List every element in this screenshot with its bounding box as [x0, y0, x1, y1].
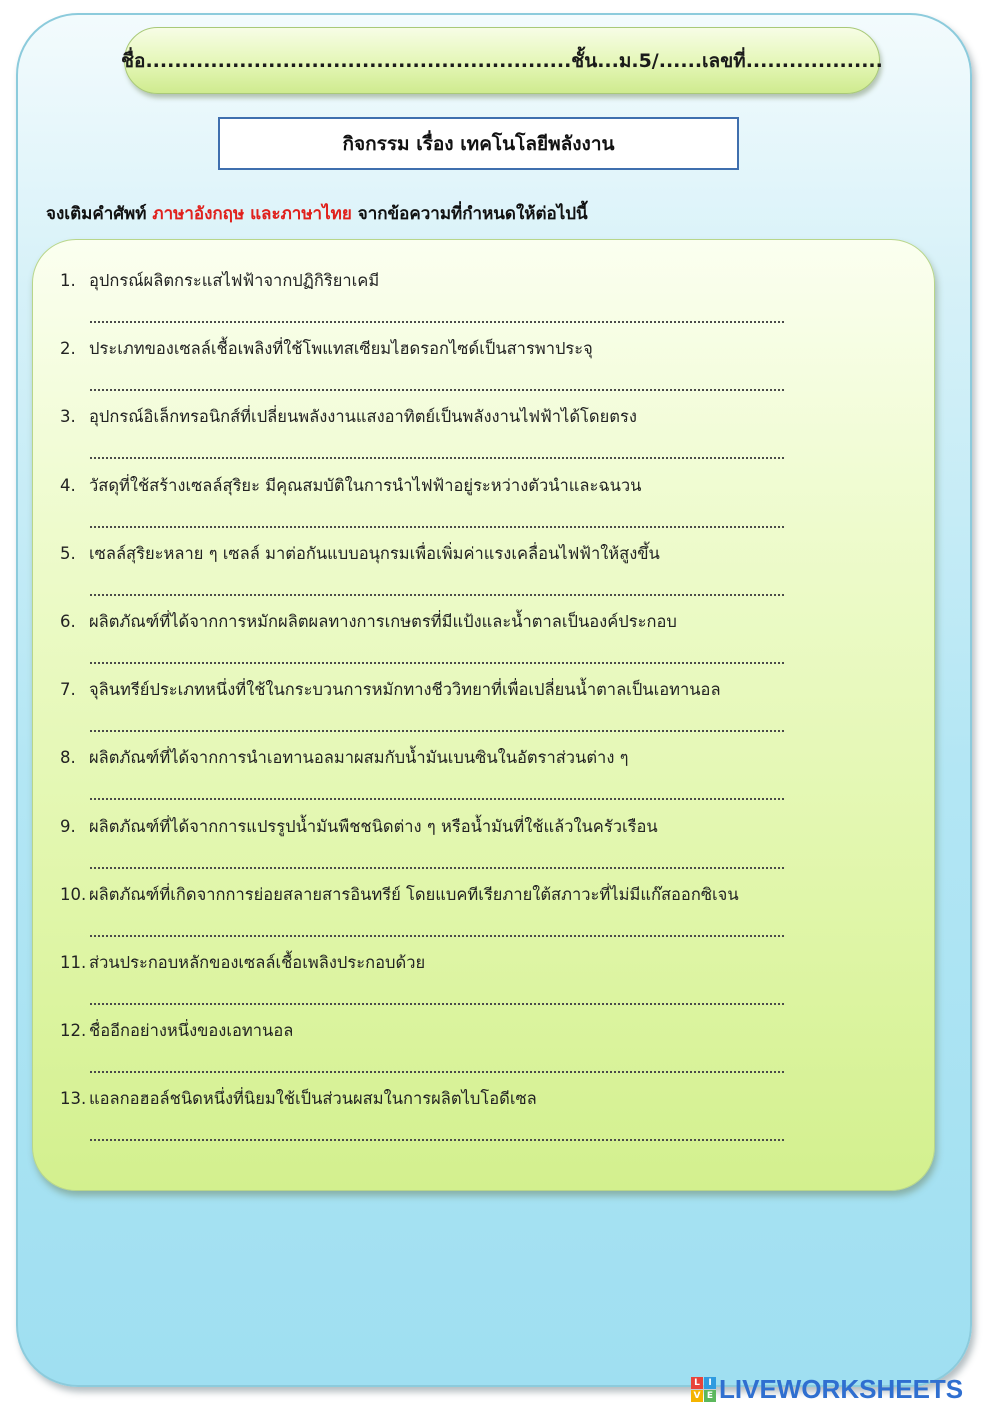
question-item	[60, 541, 660, 567]
logo-tile: V	[691, 1390, 703, 1402]
activity-title: กิจกรรม เรื่อง เทคโนโลยีพลังงาน	[342, 132, 615, 155]
question-text: วัสดุที่ใช้สร้างเซลล์สุริยะ มีคุณสมบัติในการนำไฟฟ้าอยู่ระหว่างตัวนำและฉนวน	[89, 475, 642, 495]
activity-title-box	[218, 117, 739, 170]
question-item	[60, 473, 641, 499]
brand-name: LIVEWORKSHEETS	[719, 1373, 964, 1404]
answer-line[interactable]	[90, 1071, 784, 1073]
question-text: แอลกอฮอล์ชนิดหนึ่งที่นิยมใช้เป็นส่วนผสมในการผลิตไบโอดีเซล	[89, 1089, 537, 1109]
answer-line[interactable]	[90, 1003, 784, 1005]
question-number: 7.	[60, 680, 76, 700]
logo-tile: L	[691, 1377, 703, 1389]
question-item	[60, 336, 593, 362]
answer-line[interactable]	[90, 662, 784, 664]
question-text: ผลิตภัณฑ์ที่ได้จากการแปรรูปน้ำมันพืชชนิดต่าง ๆ หรือน้ำมันที่ใช้แล้วในครัวเรือน	[89, 816, 658, 836]
instruction-part-1: จงเติมคำศัพท์	[46, 204, 153, 224]
question-text: จุลินทรีย์ประเภทหนึ่งที่ใช้ในกระบวนการหมักทางชีววิทยาที่เพื่อเปลี่ยนน้ำตาลเป็นเอทานอล	[89, 680, 721, 700]
question-item	[60, 950, 425, 976]
question-number: 3.	[60, 407, 76, 427]
answer-line[interactable]	[90, 321, 784, 323]
question-item	[60, 677, 721, 703]
question-number: 11.	[60, 953, 87, 972]
question-item	[60, 268, 379, 294]
questions-panel	[32, 239, 935, 1191]
question-item	[60, 882, 739, 908]
liveworksheets-logo-icon	[691, 1377, 716, 1402]
question-item	[60, 609, 677, 635]
question-number: 8.	[60, 748, 76, 768]
question-item	[60, 1086, 537, 1112]
student-info-line: ชื่อ...........................................................ชั้น...ม.5/......เลขที่...................	[121, 49, 883, 72]
answer-line[interactable]	[90, 594, 784, 596]
logo-tile: I	[704, 1377, 716, 1389]
question-number: 12.	[60, 1021, 87, 1041]
answer-line[interactable]	[90, 935, 784, 937]
question-number: 10.	[60, 884, 87, 904]
instruction-text	[46, 200, 588, 227]
logo-tile: E	[704, 1390, 716, 1402]
instruction-part-2: จากข้อความที่กำหนดให้ต่อไปนี้	[351, 204, 588, 224]
question-text: ผลิตภัณฑ์ที่ได้จากการนำเอทานอลมาผสมกับน้ำมันเบนซินในอัตราส่วนต่าง ๆ	[89, 748, 629, 768]
question-text: อุปกรณ์อิเล็กทรอนิกส์ที่เปลี่ยนพลังงานแสงอาทิตย์เป็นพลังงานไฟฟ้าได้โดยตรง	[89, 407, 637, 427]
question-item	[60, 404, 637, 430]
answer-line[interactable]	[90, 457, 784, 459]
question-number: 13.	[60, 1089, 87, 1109]
question-text: อุปกรณ์ผลิตกระแสไฟฟ้าจากปฏิกิริยาเคมี	[89, 271, 380, 290]
instruction-highlight: ภาษาอังกฤษ และภาษาไทย	[152, 204, 352, 224]
student-info-bar	[121, 27, 883, 94]
question-text: ชื่ออีกอย่างหนึ่งของเอทานอล	[89, 1021, 294, 1041]
question-text: เซลล์สุริยะหลาย ๆ เซลล์ มาต่อกันแบบอนุกรมเพื่อเพิ่มค่าแรงเคลื่อนไฟฟ้าให้สูงขึ้น	[89, 543, 660, 563]
answer-line[interactable]	[90, 730, 784, 732]
question-text: ผลิตภัณฑ์ที่ได้จากการหมักผลิตผลทางการเกษตรที่มีแป้งและน้ำตาลเป็นองค์ประกอบ	[89, 612, 677, 631]
answer-line[interactable]	[90, 1139, 784, 1141]
question-text: ส่วนประกอบหลักของเซลล์เชื้อเพลิงประกอบด้วย	[89, 953, 426, 972]
question-text: ผลิตภัณฑ์ที่เกิดจากการย่อยสลายสารอินทรีย์ โดยแบคทีเรียภายใต้สภาวะที่ไม่มีแก๊สออกซิเจน	[89, 884, 739, 904]
answer-line[interactable]	[90, 798, 784, 800]
question-number: 4.	[60, 475, 76, 495]
question-number: 5.	[60, 543, 76, 563]
question-item	[60, 1018, 293, 1044]
question-item	[60, 745, 628, 771]
question-number: 9.	[60, 816, 76, 836]
question-number: 6.	[60, 612, 76, 631]
question-text: ประเภทของเซลล์เชื้อเพลิงที่ใช้โพแทสเซียมไฮดรอกไซด์เป็นสารพาประจุ	[89, 339, 593, 359]
answer-line[interactable]	[90, 389, 784, 391]
question-number: 2.	[60, 339, 76, 359]
answer-line[interactable]	[90, 867, 784, 869]
answer-line[interactable]	[90, 526, 784, 528]
question-item	[60, 814, 658, 840]
question-number: 1.	[60, 271, 76, 290]
liveworksheets-brand	[691, 1374, 963, 1404]
